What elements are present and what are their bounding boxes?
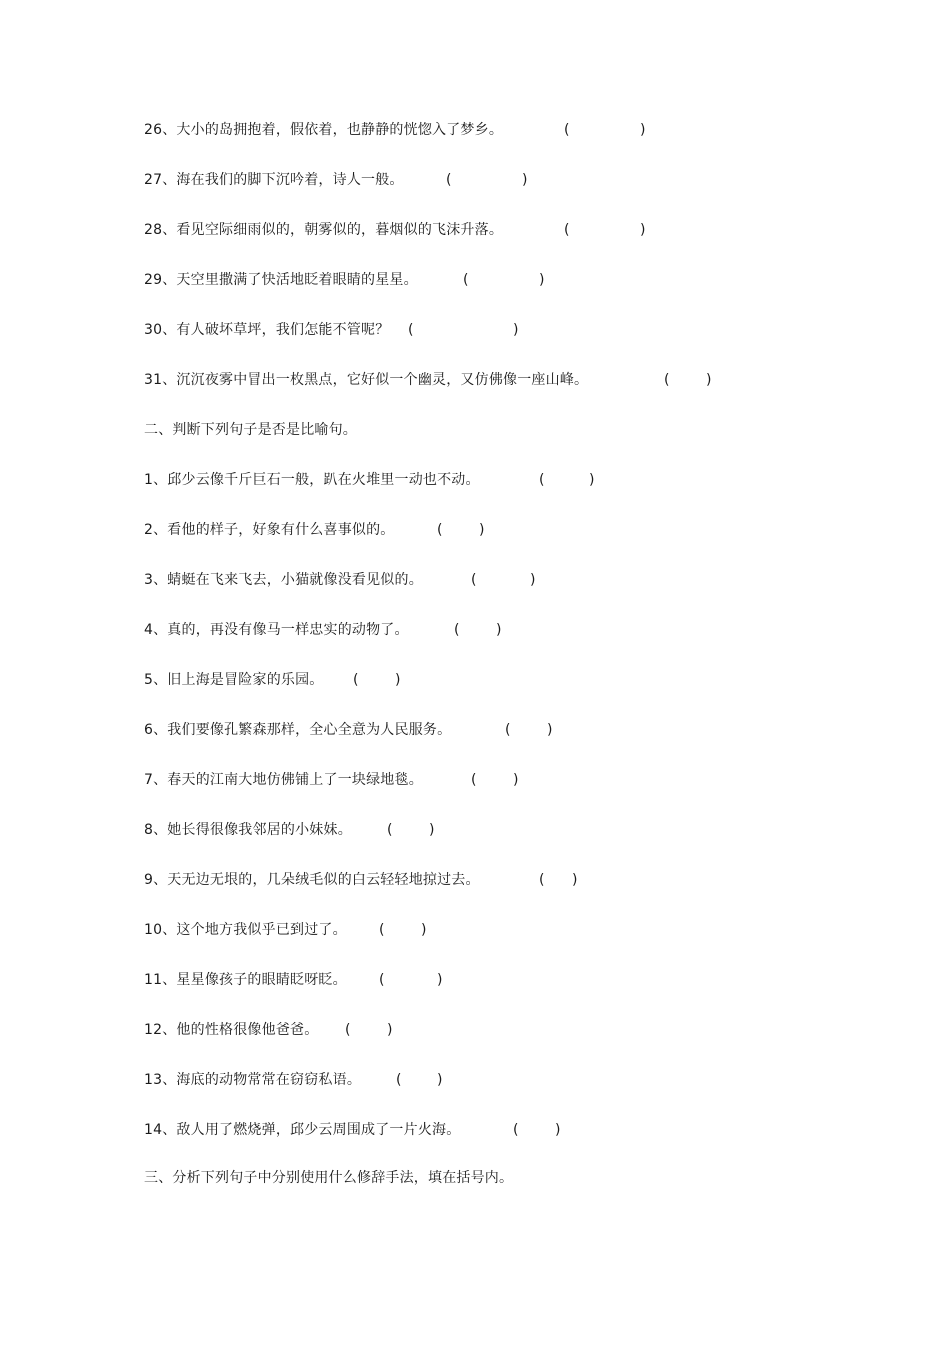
judge-item-10: 10、这个地方我似乎已到过了。 bbox=[144, 922, 347, 938]
answer-paren-open: ( bbox=[353, 672, 359, 688]
answer-paren-close: ) bbox=[530, 572, 536, 588]
answer-paren-open: ( bbox=[408, 322, 414, 338]
answer-paren-open: ( bbox=[345, 1022, 351, 1038]
answer-paren-open: ( bbox=[437, 522, 443, 538]
judge-item-3: 3、蜻蜓在飞来飞去，小猫就像没看见似的。 bbox=[144, 572, 423, 588]
answer-paren-close: ) bbox=[555, 1122, 561, 1138]
answer-paren-close: ) bbox=[429, 822, 435, 838]
answer-paren-close: ) bbox=[479, 522, 485, 538]
answer-paren-open: ( bbox=[446, 172, 452, 188]
answer-paren-open: ( bbox=[387, 822, 393, 838]
answer-paren-open: ( bbox=[396, 1072, 402, 1088]
judge-item-13: 13、海底的动物常常在窃窃私语。 bbox=[144, 1072, 362, 1088]
judge-item-11: 11、星星像孩子的眼睛眨呀眨。 bbox=[144, 972, 347, 988]
question-29: 29、天空里撒满了快活地眨着眼睛的星星。 bbox=[144, 272, 418, 288]
judge-item-2: 2、看他的样子，好象有什么喜事似的。 bbox=[144, 522, 395, 538]
answer-paren-close: ) bbox=[387, 1022, 393, 1038]
answer-paren-close: ) bbox=[421, 922, 427, 938]
answer-paren-open: ( bbox=[463, 272, 469, 288]
answer-paren-open: ( bbox=[471, 772, 477, 788]
answer-paren-open: ( bbox=[664, 372, 670, 388]
judge-item-8: 8、她长得很像我邻居的小妹妹。 bbox=[144, 822, 352, 838]
judge-item-5: 5、旧上海是冒险家的乐园。 bbox=[144, 672, 324, 688]
answer-paren-open: ( bbox=[513, 1122, 519, 1138]
answer-paren-open: ( bbox=[379, 972, 385, 988]
answer-paren-close: ) bbox=[513, 772, 519, 788]
answer-paren-close: ) bbox=[640, 222, 646, 238]
judge-item-6: 6、我们要像孔繁森那样，全心全意为人民服务。 bbox=[144, 722, 452, 738]
judge-item-1: 1、邱少云像千斤巨石一般，趴在火堆里一动也不动。 bbox=[144, 472, 480, 488]
answer-paren-close: ) bbox=[522, 172, 528, 188]
answer-paren-open: ( bbox=[539, 472, 545, 488]
judge-item-14: 14、敌人用了燃烧弹，邱少云周围成了一片火海。 bbox=[144, 1122, 461, 1138]
judge-item-12: 12、他的性格很像他爸爸。 bbox=[144, 1022, 319, 1038]
answer-paren-close: ) bbox=[539, 272, 545, 288]
answer-paren-open: ( bbox=[454, 622, 460, 638]
answer-paren-open: ( bbox=[539, 872, 545, 888]
answer-paren-close: ) bbox=[706, 372, 712, 388]
answer-paren-close: ) bbox=[640, 122, 646, 138]
answer-paren-close: ) bbox=[437, 972, 443, 988]
question-28: 28、看见空际细雨似的，朝雾似的，暮烟似的飞沫升落。 bbox=[144, 222, 504, 238]
answer-paren-open: ( bbox=[564, 122, 570, 138]
answer-paren-close: ) bbox=[513, 322, 519, 338]
judge-item-4: 4、真的，再没有像马一样忠实的动物了。 bbox=[144, 622, 409, 638]
answer-paren-open: ( bbox=[505, 722, 511, 738]
question-27: 27、海在我们的脚下沉吟着，诗人一般。 bbox=[144, 172, 404, 188]
answer-paren-open: ( bbox=[379, 922, 385, 938]
section-heading-3: 三、分析下列句子中分别使用什么修辞手法，填在括号内。 bbox=[144, 1170, 514, 1186]
answer-paren-open: ( bbox=[471, 572, 477, 588]
answer-paren-open: ( bbox=[564, 222, 570, 238]
section-heading-2: 二、判断下列句子是否是比喻句。 bbox=[144, 422, 357, 438]
judge-item-9: 9、天无边无垠的，几朵绒毛似的白云轻轻地掠过去。 bbox=[144, 872, 480, 888]
answer-paren-close: ) bbox=[547, 722, 553, 738]
answer-paren-close: ) bbox=[437, 1072, 443, 1088]
answer-paren-close: ) bbox=[589, 472, 595, 488]
question-31: 31、沉沉夜雾中冒出一枚黑点，它好似一个幽灵，又仿佛像一座山峰。 bbox=[144, 372, 589, 388]
answer-paren-close: ) bbox=[496, 622, 502, 638]
question-30: 30、有人破坏草坪，我们怎能不管呢？ bbox=[144, 322, 390, 338]
judge-item-7: 7、春天的江南大地仿佛铺上了一块绿地毯。 bbox=[144, 772, 423, 788]
answer-paren-close: ) bbox=[395, 672, 401, 688]
answer-paren-close: ) bbox=[572, 872, 578, 888]
question-26: 26、大小的岛拥抱着，假依着，也静静的恍惚入了梦乡。 bbox=[144, 122, 504, 138]
